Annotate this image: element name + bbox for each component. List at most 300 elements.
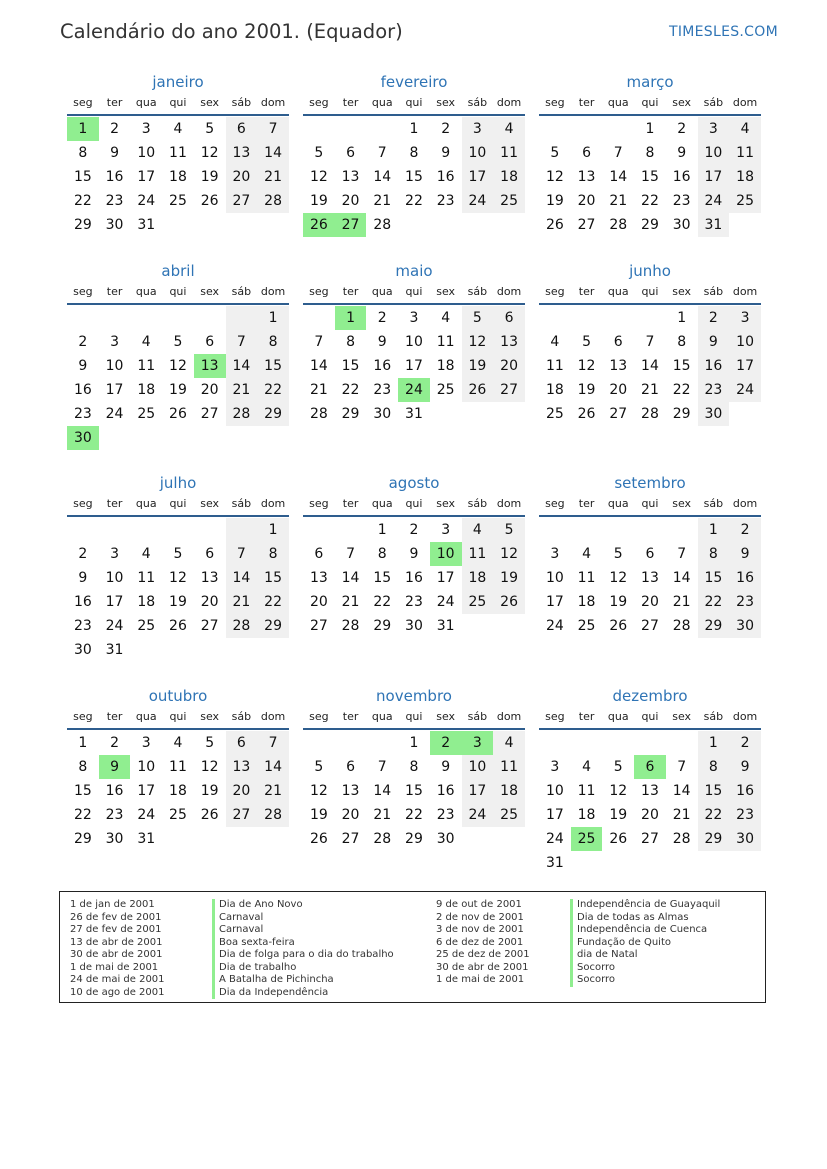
day-cell[interactable]: 24 [462, 803, 494, 827]
day-cell[interactable]: 30 [436, 831, 455, 847]
day-cell[interactable]: 24 [462, 189, 494, 213]
day-cell[interactable]: 18 [493, 165, 525, 189]
day-cell[interactable]: 25 [462, 590, 494, 614]
day-cell[interactable]: 28 [309, 406, 328, 422]
day-cell[interactable]: 20 [341, 193, 360, 209]
day-cell[interactable]: 24 [436, 594, 455, 610]
day-cell[interactable]: 18 [493, 779, 525, 803]
day-cell[interactable]: 25 [493, 189, 525, 213]
day-cell[interactable]: 14 [309, 358, 328, 374]
day-cell[interactable]: 17 [729, 354, 761, 378]
day-cell[interactable]: 4 [173, 735, 183, 751]
day-cell[interactable]: 18 [137, 594, 156, 610]
day-cell[interactable]: 17 [462, 165, 494, 189]
holiday-day-cell[interactable]: 13 [194, 354, 226, 378]
day-cell[interactable]: 13 [641, 783, 659, 799]
day-cell[interactable]: 14 [672, 783, 691, 799]
day-cell[interactable]: 16 [405, 570, 423, 586]
day-cell[interactable]: 5 [205, 121, 215, 137]
day-cell[interactable]: 24 [698, 189, 730, 213]
day-cell[interactable]: 29 [405, 831, 423, 847]
day-cell[interactable]: 22 [405, 807, 423, 823]
day-cell[interactable]: 19 [200, 169, 219, 185]
day-cell[interactable]: 16 [73, 382, 92, 398]
day-cell[interactable]: 17 [405, 358, 423, 374]
holiday-day-cell[interactable]: 27 [335, 213, 367, 237]
day-cell[interactable]: 6 [346, 145, 356, 161]
day-cell[interactable]: 26 [462, 378, 494, 402]
day-cell[interactable]: 4 [141, 546, 151, 562]
day-cell[interactable]: 15 [672, 358, 691, 374]
day-cell[interactable]: 7 [346, 546, 356, 562]
day-cell[interactable]: 4 [462, 518, 494, 542]
day-cell[interactable]: 10 [462, 141, 494, 165]
day-cell[interactable]: 22 [341, 382, 360, 398]
day-cell[interactable]: 13 [493, 330, 525, 354]
day-cell[interactable]: 4 [173, 121, 183, 137]
day-cell[interactable]: 11 [577, 783, 596, 799]
day-cell[interactable]: 11 [137, 358, 156, 374]
day-cell[interactable]: 29 [698, 614, 730, 638]
day-cell[interactable]: 16 [73, 594, 92, 610]
day-cell[interactable]: 21 [672, 807, 691, 823]
day-cell[interactable]: 15 [257, 566, 289, 590]
day-cell[interactable]: 26 [609, 831, 628, 847]
day-cell[interactable]: 5 [613, 546, 623, 562]
day-cell[interactable]: 2 [729, 518, 761, 542]
day-cell[interactable]: 21 [373, 807, 392, 823]
day-cell[interactable]: 25 [169, 807, 187, 823]
day-cell[interactable]: 29 [257, 402, 289, 426]
day-cell[interactable]: 21 [672, 594, 691, 610]
holiday-day-cell[interactable]: 26 [303, 213, 335, 237]
day-cell[interactable]: 6 [226, 117, 258, 141]
day-cell[interactable]: 24 [137, 193, 156, 209]
day-cell[interactable]: 28 [373, 217, 392, 233]
holiday-day-cell[interactable]: 1 [67, 117, 99, 141]
day-cell[interactable]: 31 [405, 406, 423, 422]
day-cell[interactable]: 26 [309, 831, 328, 847]
day-cell[interactable]: 29 [73, 217, 92, 233]
holiday-day-cell[interactable]: 25 [571, 827, 603, 851]
day-cell[interactable]: 16 [105, 783, 124, 799]
day-cell[interactable]: 19 [609, 594, 628, 610]
day-cell[interactable]: 7 [677, 759, 687, 775]
day-cell[interactable]: 3 [550, 759, 560, 775]
day-cell[interactable]: 10 [698, 141, 730, 165]
day-cell[interactable]: 4 [493, 117, 525, 141]
day-cell[interactable]: 6 [493, 306, 525, 330]
day-cell[interactable]: 12 [609, 570, 628, 586]
day-cell[interactable]: 7 [645, 334, 655, 350]
day-cell[interactable]: 14 [257, 141, 289, 165]
day-cell[interactable]: 12 [200, 145, 219, 161]
day-cell[interactable]: 19 [200, 783, 219, 799]
day-cell[interactable]: 20 [200, 382, 219, 398]
day-cell[interactable]: 17 [137, 169, 156, 185]
day-cell[interactable]: 5 [462, 306, 494, 330]
day-cell[interactable]: 30 [405, 618, 423, 634]
day-cell[interactable]: 12 [545, 169, 564, 185]
day-cell[interactable]: 5 [550, 145, 560, 161]
day-cell[interactable]: 8 [257, 542, 289, 566]
day-cell[interactable]: 4 [441, 310, 451, 326]
day-cell[interactable]: 15 [73, 783, 92, 799]
day-cell[interactable]: 5 [613, 759, 623, 775]
day-cell[interactable]: 22 [73, 807, 92, 823]
day-cell[interactable]: 14 [641, 358, 659, 374]
day-cell[interactable]: 6 [205, 546, 215, 562]
day-cell[interactable]: 13 [226, 755, 258, 779]
day-cell[interactable]: 23 [105, 807, 124, 823]
day-cell[interactable]: 22 [73, 193, 92, 209]
day-cell[interactable]: 25 [137, 618, 156, 634]
day-cell[interactable]: 10 [137, 145, 156, 161]
day-cell[interactable]: 13 [341, 169, 360, 185]
day-cell[interactable]: 31 [137, 217, 156, 233]
day-cell[interactable]: 3 [462, 117, 494, 141]
day-cell[interactable]: 5 [314, 145, 324, 161]
day-cell[interactable]: 16 [729, 779, 761, 803]
day-cell[interactable]: 23 [105, 193, 124, 209]
day-cell[interactable]: 15 [641, 169, 659, 185]
day-cell[interactable]: 23 [672, 193, 691, 209]
day-cell[interactable]: 1 [257, 518, 289, 542]
day-cell[interactable]: 7 [377, 145, 387, 161]
day-cell[interactable]: 31 [137, 831, 156, 847]
day-cell[interactable]: 3 [409, 310, 419, 326]
day-cell[interactable]: 23 [729, 803, 761, 827]
day-cell[interactable]: 1 [78, 735, 88, 751]
day-cell[interactable]: 26 [169, 406, 187, 422]
day-cell[interactable]: 11 [577, 570, 596, 586]
day-cell[interactable]: 28 [672, 831, 691, 847]
day-cell[interactable]: 28 [257, 803, 289, 827]
day-cell[interactable]: 30 [729, 827, 761, 851]
day-cell[interactable]: 8 [78, 145, 88, 161]
day-cell[interactable]: 12 [309, 169, 328, 185]
day-cell[interactable]: 22 [405, 193, 423, 209]
day-cell[interactable]: 21 [373, 193, 392, 209]
day-cell[interactable]: 20 [341, 807, 360, 823]
day-cell[interactable]: 25 [577, 618, 596, 634]
day-cell[interactable]: 17 [105, 382, 124, 398]
day-cell[interactable]: 19 [462, 354, 494, 378]
day-cell[interactable]: 21 [309, 382, 328, 398]
day-cell[interactable]: 29 [73, 831, 92, 847]
day-cell[interactable]: 18 [169, 169, 187, 185]
day-cell[interactable]: 8 [645, 145, 655, 161]
day-cell[interactable]: 25 [137, 406, 156, 422]
day-cell[interactable]: 28 [341, 618, 360, 634]
day-cell[interactable]: 20 [226, 165, 258, 189]
day-cell[interactable]: 1 [698, 731, 730, 755]
day-cell[interactable]: 28 [609, 217, 628, 233]
day-cell[interactable]: 25 [436, 382, 455, 398]
day-cell[interactable]: 11 [436, 334, 455, 350]
day-cell[interactable]: 1 [409, 735, 419, 751]
holiday-day-cell[interactable]: 24 [398, 378, 430, 402]
day-cell[interactable]: 29 [641, 217, 659, 233]
day-cell[interactable]: 5 [173, 546, 183, 562]
day-cell[interactable]: 12 [493, 542, 525, 566]
day-cell[interactable]: 21 [226, 590, 258, 614]
day-cell[interactable]: 23 [405, 594, 423, 610]
day-cell[interactable]: 7 [226, 330, 258, 354]
day-cell[interactable]: 4 [550, 334, 560, 350]
holiday-day-cell[interactable]: 6 [634, 755, 666, 779]
day-cell[interactable]: 14 [257, 755, 289, 779]
day-cell[interactable]: 2 [441, 121, 451, 137]
day-cell[interactable]: 31 [436, 618, 455, 634]
day-cell[interactable]: 20 [493, 354, 525, 378]
day-cell[interactable]: 12 [309, 783, 328, 799]
day-cell[interactable]: 26 [609, 618, 628, 634]
day-cell[interactable]: 17 [105, 594, 124, 610]
day-cell[interactable]: 19 [577, 382, 596, 398]
day-cell[interactable]: 26 [200, 193, 219, 209]
day-cell[interactable]: 30 [105, 831, 124, 847]
day-cell[interactable]: 26 [577, 406, 596, 422]
day-cell[interactable]: 10 [729, 330, 761, 354]
day-cell[interactable]: 12 [169, 570, 187, 586]
day-cell[interactable]: 10 [545, 783, 564, 799]
day-cell[interactable]: 3 [441, 522, 451, 538]
day-cell[interactable]: 17 [545, 594, 564, 610]
day-cell[interactable]: 15 [373, 570, 392, 586]
day-cell[interactable]: 23 [698, 378, 730, 402]
day-cell[interactable]: 12 [462, 330, 494, 354]
day-cell[interactable]: 14 [341, 570, 360, 586]
day-cell[interactable]: 18 [436, 358, 455, 374]
day-cell[interactable]: 3 [698, 117, 730, 141]
day-cell[interactable]: 11 [493, 141, 525, 165]
holiday-day-cell[interactable]: 3 [462, 731, 494, 755]
day-cell[interactable]: 14 [672, 570, 691, 586]
day-cell[interactable]: 10 [462, 755, 494, 779]
day-cell[interactable]: 8 [698, 542, 730, 566]
day-cell[interactable]: 27 [226, 803, 258, 827]
day-cell[interactable]: 19 [169, 382, 187, 398]
day-cell[interactable]: 1 [409, 121, 419, 137]
day-cell[interactable]: 19 [169, 594, 187, 610]
day-cell[interactable]: 24 [105, 618, 124, 634]
day-cell[interactable]: 18 [462, 566, 494, 590]
day-cell[interactable]: 29 [698, 827, 730, 851]
day-cell[interactable]: 9 [698, 330, 730, 354]
day-cell[interactable]: 6 [346, 759, 356, 775]
day-cell[interactable]: 3 [550, 546, 560, 562]
day-cell[interactable]: 17 [436, 570, 455, 586]
day-cell[interactable]: 2 [677, 121, 687, 137]
day-cell[interactable]: 21 [609, 193, 628, 209]
day-cell[interactable]: 19 [609, 807, 628, 823]
day-cell[interactable]: 2 [78, 334, 88, 350]
day-cell[interactable]: 14 [373, 783, 392, 799]
day-cell[interactable]: 2 [698, 306, 730, 330]
day-cell[interactable]: 11 [169, 759, 187, 775]
day-cell[interactable]: 14 [226, 566, 258, 590]
day-cell[interactable]: 28 [226, 402, 258, 426]
day-cell[interactable]: 28 [672, 618, 691, 634]
day-cell[interactable]: 8 [346, 334, 356, 350]
day-cell[interactable]: 8 [409, 759, 419, 775]
day-cell[interactable]: 23 [73, 618, 92, 634]
day-cell[interactable]: 25 [169, 193, 187, 209]
day-cell[interactable]: 9 [677, 145, 687, 161]
day-cell[interactable]: 7 [257, 731, 289, 755]
day-cell[interactable]: 27 [200, 406, 219, 422]
day-cell[interactable]: 10 [105, 570, 124, 586]
day-cell[interactable]: 26 [169, 618, 187, 634]
day-cell[interactable]: 18 [577, 594, 596, 610]
day-cell[interactable]: 12 [609, 783, 628, 799]
day-cell[interactable]: 13 [226, 141, 258, 165]
day-cell[interactable]: 5 [493, 518, 525, 542]
day-cell[interactable]: 4 [582, 546, 592, 562]
day-cell[interactable]: 12 [169, 358, 187, 374]
day-cell[interactable]: 13 [577, 169, 596, 185]
day-cell[interactable]: 22 [257, 590, 289, 614]
day-cell[interactable]: 27 [226, 189, 258, 213]
day-cell[interactable]: 5 [173, 334, 183, 350]
day-cell[interactable]: 2 [110, 735, 120, 751]
day-cell[interactable]: 24 [105, 406, 124, 422]
day-cell[interactable]: 7 [314, 334, 324, 350]
day-cell[interactable]: 6 [314, 546, 324, 562]
day-cell[interactable]: 23 [729, 590, 761, 614]
day-cell[interactable]: 31 [545, 855, 564, 871]
day-cell[interactable]: 17 [137, 783, 156, 799]
day-cell[interactable]: 20 [577, 193, 596, 209]
day-cell[interactable]: 29 [257, 614, 289, 638]
day-cell[interactable]: 16 [698, 354, 730, 378]
day-cell[interactable]: 29 [341, 406, 360, 422]
day-cell[interactable]: 3 [110, 334, 120, 350]
day-cell[interactable]: 6 [205, 334, 215, 350]
day-cell[interactable]: 16 [729, 566, 761, 590]
day-cell[interactable]: 22 [698, 803, 730, 827]
day-cell[interactable]: 14 [609, 169, 628, 185]
day-cell[interactable]: 13 [309, 570, 328, 586]
day-cell[interactable]: 2 [409, 522, 419, 538]
day-cell[interactable]: 15 [73, 169, 92, 185]
day-cell[interactable]: 8 [78, 759, 88, 775]
day-cell[interactable]: 11 [137, 570, 156, 586]
day-cell[interactable]: 16 [105, 169, 124, 185]
day-cell[interactable]: 24 [545, 618, 564, 634]
day-cell[interactable]: 30 [698, 402, 730, 426]
day-cell[interactable]: 9 [78, 358, 88, 374]
day-cell[interactable]: 1 [677, 310, 687, 326]
day-cell[interactable]: 8 [257, 330, 289, 354]
day-cell[interactable]: 27 [309, 618, 328, 634]
day-cell[interactable]: 21 [341, 594, 360, 610]
day-cell[interactable]: 30 [672, 217, 691, 233]
day-cell[interactable]: 7 [226, 542, 258, 566]
day-cell[interactable]: 6 [226, 731, 258, 755]
day-cell[interactable]: 19 [545, 193, 564, 209]
day-cell[interactable]: 20 [641, 594, 659, 610]
day-cell[interactable]: 9 [78, 570, 88, 586]
day-cell[interactable]: 11 [169, 145, 187, 161]
day-cell[interactable]: 20 [226, 779, 258, 803]
day-cell[interactable]: 11 [493, 755, 525, 779]
day-cell[interactable]: 5 [205, 735, 215, 751]
day-cell[interactable]: 7 [677, 546, 687, 562]
day-cell[interactable]: 24 [545, 831, 564, 847]
day-cell[interactable]: 28 [226, 614, 258, 638]
day-cell[interactable]: 25 [729, 189, 761, 213]
day-cell[interactable]: 20 [609, 382, 628, 398]
holiday-day-cell[interactable]: 1 [335, 306, 367, 330]
day-cell[interactable]: 31 [698, 213, 730, 237]
day-cell[interactable]: 18 [729, 165, 761, 189]
holiday-day-cell[interactable]: 9 [99, 755, 131, 779]
day-cell[interactable]: 18 [545, 382, 564, 398]
day-cell[interactable]: 25 [545, 406, 564, 422]
day-cell[interactable]: 27 [609, 406, 628, 422]
day-cell[interactable]: 27 [641, 831, 659, 847]
day-cell[interactable]: 16 [672, 169, 691, 185]
day-cell[interactable]: 23 [73, 406, 92, 422]
day-cell[interactable]: 12 [200, 759, 219, 775]
day-cell[interactable]: 22 [257, 378, 289, 402]
day-cell[interactable]: 16 [373, 358, 392, 374]
day-cell[interactable]: 5 [582, 334, 592, 350]
day-cell[interactable]: 4 [493, 731, 525, 755]
day-cell[interactable]: 26 [493, 590, 525, 614]
day-cell[interactable]: 3 [141, 121, 151, 137]
day-cell[interactable]: 30 [73, 642, 92, 658]
day-cell[interactable]: 15 [257, 354, 289, 378]
day-cell[interactable]: 27 [200, 618, 219, 634]
day-cell[interactable]: 18 [169, 783, 187, 799]
day-cell[interactable]: 24 [137, 807, 156, 823]
day-cell[interactable]: 20 [309, 594, 328, 610]
day-cell[interactable]: 4 [582, 759, 592, 775]
day-cell[interactable]: 12 [577, 358, 596, 374]
day-cell[interactable]: 6 [582, 145, 592, 161]
day-cell[interactable]: 9 [441, 759, 451, 775]
day-cell[interactable]: 20 [641, 807, 659, 823]
day-cell[interactable]: 31 [105, 642, 124, 658]
day-cell[interactable]: 6 [645, 546, 655, 562]
day-cell[interactable]: 11 [729, 141, 761, 165]
day-cell[interactable]: 14 [373, 169, 392, 185]
day-cell[interactable]: 30 [729, 614, 761, 638]
day-cell[interactable]: 18 [137, 382, 156, 398]
day-cell[interactable]: 17 [462, 779, 494, 803]
day-cell[interactable]: 1 [377, 522, 387, 538]
day-cell[interactable]: 23 [436, 807, 455, 823]
day-cell[interactable]: 22 [641, 193, 659, 209]
day-cell[interactable]: 27 [493, 378, 525, 402]
day-cell[interactable]: 22 [373, 594, 392, 610]
day-cell[interactable]: 10 [405, 334, 423, 350]
day-cell[interactable]: 26 [200, 807, 219, 823]
day-cell[interactable]: 16 [436, 169, 455, 185]
holiday-day-cell[interactable]: 10 [430, 542, 462, 566]
day-cell[interactable]: 6 [613, 334, 623, 350]
day-cell[interactable]: 9 [729, 542, 761, 566]
day-cell[interactable]: 27 [341, 831, 360, 847]
day-cell[interactable]: 15 [405, 169, 423, 185]
day-cell[interactable]: 10 [105, 358, 124, 374]
day-cell[interactable]: 15 [698, 779, 730, 803]
day-cell[interactable]: 21 [226, 378, 258, 402]
day-cell[interactable]: 14 [226, 354, 258, 378]
